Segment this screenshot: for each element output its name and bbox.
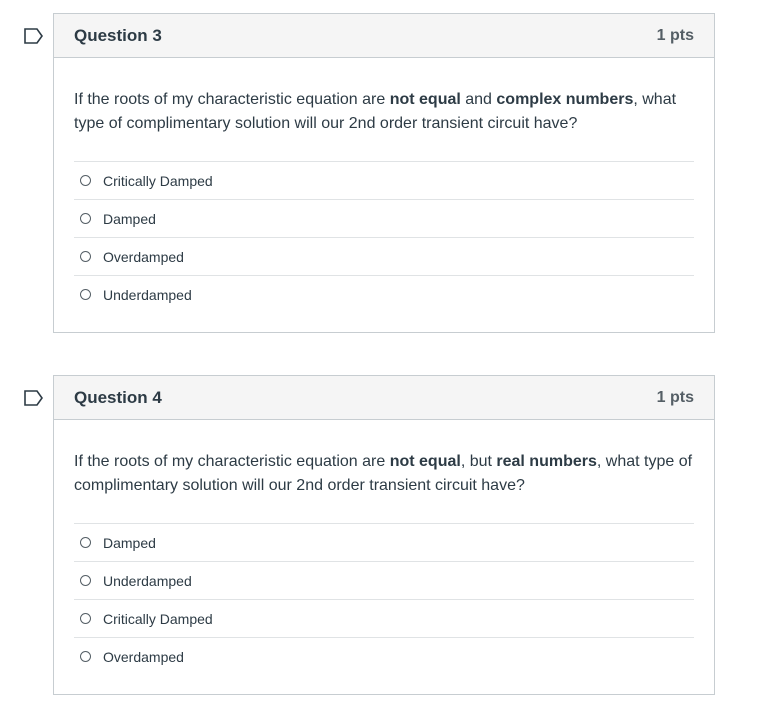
question-points: 1 pts	[656, 388, 694, 406]
radio-unchecked-icon[interactable]	[80, 251, 91, 262]
answer-label[interactable]: Damped	[103, 210, 156, 227]
answer-label[interactable]: Critically Damped	[103, 610, 213, 627]
question-points: 1 pts	[656, 26, 694, 44]
question-text-part: , what type of complimentary solution will our 2nd order transient circuit have?	[74, 91, 677, 132]
radio-unchecked-icon[interactable]	[80, 537, 91, 548]
question-text-part: , but	[460, 453, 497, 470]
answer-label[interactable]: Underdamped	[103, 572, 192, 589]
answer-label[interactable]: Overdamped	[103, 248, 184, 265]
radio-unchecked-icon[interactable]	[80, 575, 91, 586]
question-text-bold: not equal	[389, 453, 461, 470]
answer-list	[74, 161, 694, 313]
question-text-bold: not equal	[389, 91, 461, 108]
answer-option[interactable]	[74, 524, 694, 562]
radio-unchecked-icon[interactable]	[80, 613, 91, 624]
question-text-part: If the roots of my characteristic equation are	[74, 453, 390, 470]
radio-unchecked-icon[interactable]	[80, 289, 91, 300]
answer-option[interactable]	[74, 600, 694, 638]
question-title: Question 4	[74, 387, 162, 407]
answer-option[interactable]	[74, 238, 694, 276]
flag-question-icon[interactable]	[24, 28, 44, 44]
question-text-part: If the roots of my characteristic equation are	[74, 91, 390, 108]
question-text	[54, 420, 714, 498]
answer-option[interactable]	[74, 276, 694, 313]
question-header	[54, 376, 714, 420]
answer-option[interactable]	[74, 562, 694, 600]
question-text-part: and	[460, 91, 497, 108]
flag-question-icon[interactable]	[24, 390, 44, 406]
question-text-bold: real numbers	[496, 453, 597, 470]
question-title: Question 3	[74, 25, 162, 45]
question-3-card	[53, 13, 715, 333]
radio-unchecked-icon[interactable]	[80, 651, 91, 662]
answer-option[interactable]	[74, 638, 694, 675]
question-header	[54, 14, 714, 58]
question-text	[54, 58, 714, 136]
answer-label[interactable]: Damped	[103, 534, 156, 551]
radio-unchecked-icon[interactable]	[80, 213, 91, 224]
answer-label[interactable]: Critically Damped	[103, 172, 213, 189]
answer-option[interactable]	[74, 162, 694, 200]
answer-list	[74, 523, 694, 675]
radio-unchecked-icon[interactable]	[80, 175, 91, 186]
answer-option[interactable]	[74, 200, 694, 238]
question-text-bold: complex numbers	[496, 91, 634, 108]
answer-label[interactable]: Underdamped	[103, 286, 192, 303]
question-text-part: , what type of complimentary solution will our 2nd order transient circuit have?	[74, 453, 693, 494]
answer-label[interactable]: Overdamped	[103, 648, 184, 665]
question-4-card	[53, 375, 715, 695]
